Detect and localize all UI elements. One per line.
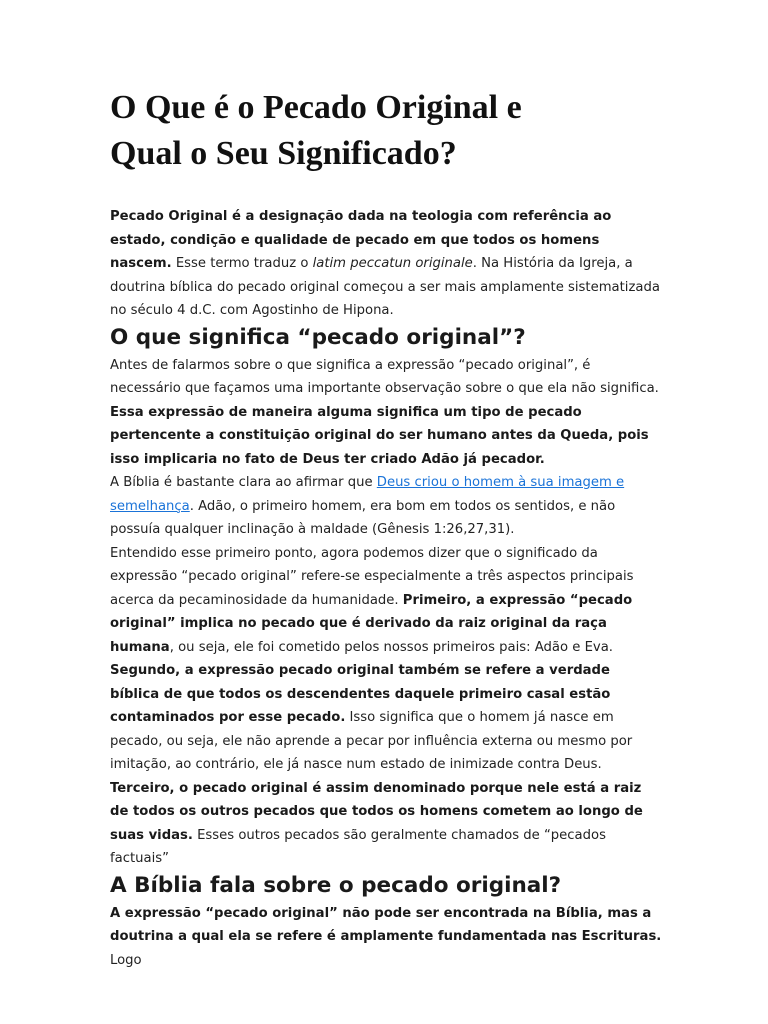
paragraph-text: Entendido esse primeiro ponto, agora podemos dizer que o significado da expressão “pecado original” refere-se especialmente a três aspectos principais acerca da pecaminosidade da humanidade. — [110, 545, 634, 608]
intro-italic-text: latim peccatun originale — [312, 256, 473, 271]
intro-paragraph — [110, 205, 662, 323]
paragraph-text: A Bíblia é bastante clara ao afirmar que — [110, 475, 377, 490]
paragraph-not-meaning — [110, 354, 662, 472]
paragraph-second-aspect — [110, 659, 662, 777]
paragraph-bold-text: Terceiro, o pecado original é assim denominado porque nele está a raiz de todos os outros pecados que todos os homens cometem ao longo de suas vidas. — [110, 780, 643, 843]
paragraph-third-aspect — [110, 777, 662, 871]
paragraph-text: Logo — [110, 952, 142, 968]
paragraph-text: Antes de falarmos sobre o que significa a expressão “pecado original”, é necessário que façamos uma importante observação sobre o que ela não significa. — [110, 357, 659, 396]
intro-text-continued: . Na História da Igreja, a doutrina bíblica do pecado original começou a ser mais amplamente sistematizada no século 4 d.C. com Agostinho de Hipona. — [110, 256, 660, 318]
paragraph-text: Isso significa que o homem já nasce em pecado, ou seja, ele não aprende a pecar por influência externa ou mesmo por imitação, ao contrário, ele já nasce num estado de inimizade contra Deus. — [110, 710, 633, 772]
intro-bold-text: Pecado Original é a designação dada na teologia com referência ao estado, condição e qualidade de pecado em que todos os homens nascem. — [110, 209, 612, 271]
paragraph-bold-text: Primeiro, a expressão “pecado original” implica no pecado que é derivado da raiz original da raça humana — [110, 592, 633, 655]
paragraph-bible-clear — [110, 471, 662, 542]
imagem-semelhanca-link[interactable]: Deus criou o homem à sua imagem e semelhança — [110, 475, 625, 514]
intro-text: Esse termo traduz o — [171, 256, 313, 271]
paragraph-bible-expression — [110, 902, 662, 973]
paragraph-first-aspect — [110, 542, 662, 660]
paragraph-text-continued: . Adão, o primeiro homem, era bom em todos os sentidos, e não possuía qualquer inclinação à maldade (Gênesis 1:26,27,31). — [110, 498, 616, 537]
paragraph-bold-text: Essa expressão de maneira alguma significa um tipo de pecado pertencente a constituição original do ser humano antes da Queda, pois isso implicaria no fato de Deus ter criado Adão já pecador. — [110, 404, 649, 467]
paragraph-text-continued: , ou seja, ele foi cometido pelos nossos primeiros pais: Adão e Eva. — [169, 639, 613, 655]
paragraph-bold-text: A expressão “pecado original” não pode ser encontrada na Bíblia, mas a doutrina a qual ela se refere é amplamente fundamentada nas Escrituras. — [110, 905, 662, 944]
document-page — [110, 85, 662, 972]
paragraph-bold-text: Segundo, a expressão pecado original também se refere a verdade bíblica de que todos os descendentes daquele primeiro casal estão contaminados por esse pecado. — [110, 663, 611, 725]
section-heading-meaning: O que significa “pecado original”? — [110, 324, 526, 350]
paragraph-text: Esses outros pecados são geralmente chamados de “pecados factuais” — [110, 827, 606, 866]
section-heading-bible: A Bíblia fala sobre o pecado original? — [110, 872, 562, 898]
page-title: O Que é o Pecado Original e Qual o Seu Significado? — [110, 89, 522, 172]
